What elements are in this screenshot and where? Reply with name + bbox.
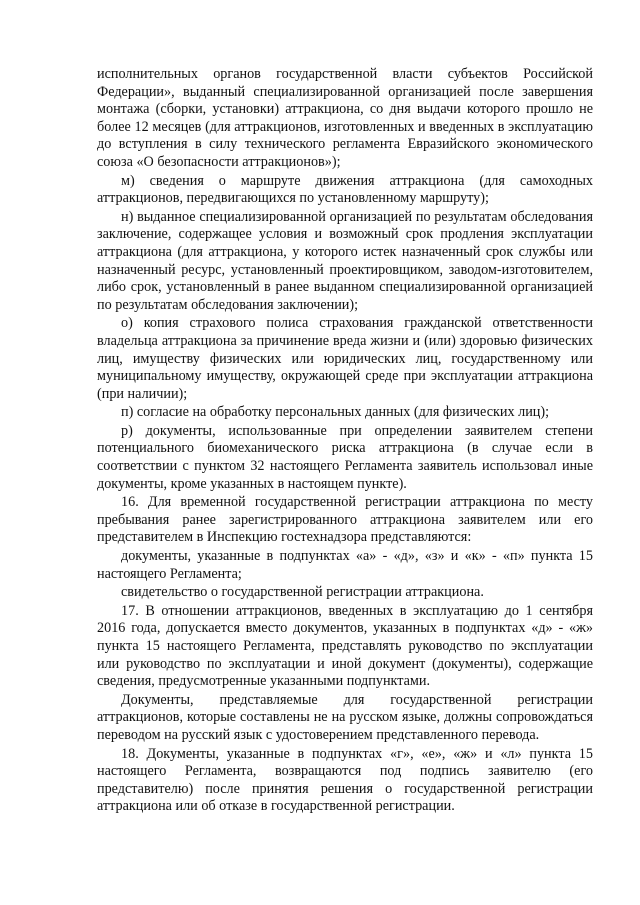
paragraph-section-18: 18. Документы, указанные в подпунктах «г», «е», «ж» и «л» пункта 15 настоящего Регламента, возвращаются под подпись заявителю (его представителю) после принятия решения о государственной регистрации аттракциона или об отказе в государственной регистрации. <box>97 745 593 815</box>
paragraph-certificate: свидетельство о государственной регистрации аттракциона. <box>121 584 484 601</box>
document-body <box>97 66 593 816</box>
paragraph-section-17: 17. В отношении аттракционов, введенных в эксплуатацию до 1 сентября 2016 года, допускается вместо документов, указанных в подпунктах «д» - «ж» пункта 15 настоящего Регламента, представлять руководство по эксплуатации или руководство по эксплуатации и иной документ (документы), содержащие сведения, предусмотренные указанными подпунктами. <box>97 602 593 690</box>
paragraph-documents-list: документы, указанные в подпунктах «а» - «д», «з» и «к» - «п» пункта 15 настоящего Регламента; <box>97 548 593 582</box>
paragraph-continuation: исполнительных органов государственной власти субъектов Российской Федерации», выданный специализированной организацией после завершения монтажа (сборки, установки) аттракциона, со дня выдачи которого прошло не более 12 месяцев (для аттракционов, изготовленных и введенных в эксплуатацию до вступления в силу технического регламента Евразийского экономического союза «О безопасности аттракционов»); <box>97 66 593 170</box>
paragraph-translation: Документы, представляемые для государственной регистрации аттракционов, которые составлены не на русском языке, должны сопровождаться переводом на русский язык с удостоверением представленного перевода. <box>97 691 593 743</box>
paragraph-item-r: р) документы, использованные при определении заявителем степени потенциального биомеханического риска аттракциона (в случае если в соответствии с пунктом 32 настоящего Регламента заявитель использовал иные документы, кроме указанных в настоящем пункте). <box>97 422 593 492</box>
paragraph-section-16: 16. Для временной государственной регистрации аттракциона по месту пребывания ранее зарегистрированного аттракциона заявителем или его представителем в Инспекцию гостехнадзора представляются: <box>97 494 593 546</box>
paragraph-item-m: м) сведения о маршруте движения аттракциона (для самоходных аттракционов, передвигающихся по установленному маршруту); <box>97 172 593 207</box>
paragraph-item-o: о) копия страхового полиса страхования гражданской ответственности владельца аттракциона за причинение вреда жизни и (или) здоровью физических лиц, имуществу физических или юридических лиц, государственному или муниципальному имуществу, окружающей среде при эксплуатации аттракциона (при наличии); <box>97 315 593 402</box>
paragraph-item-n: н) выданное специализированной организацией по результатам обследования заключение, содержащее условия и возможный срок продления эксплуатации аттракциона (для аттракциона, у которого истек назначенный срок службы или назначенный ресурс, установленный проектировщиком, заводом-изготовителем, либо срок, установленный в ранее выданном специализированной организацией по результатам обследования заключении); <box>97 208 593 313</box>
paragraph-item-p: п) согласие на обработку персональных данных (для физических лиц); <box>121 404 550 421</box>
